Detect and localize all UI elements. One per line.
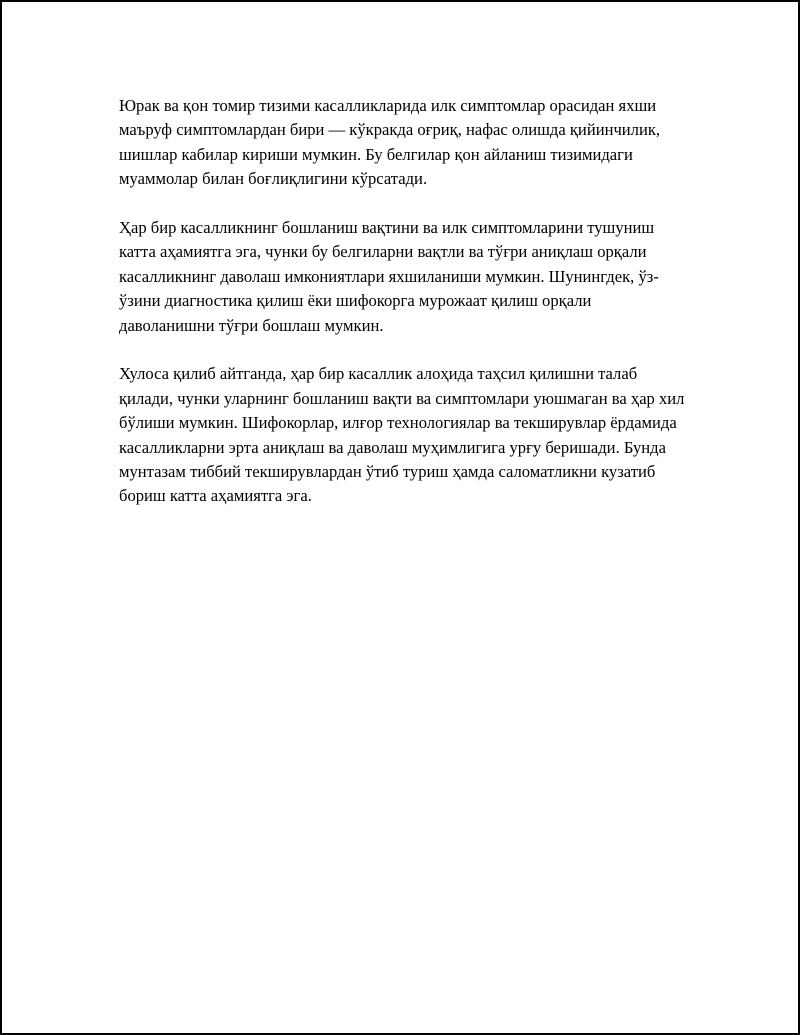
paragraph-3: Хулоса қилиб айтганда, ҳар бир касаллик алоҳида таҳсил қилишни талаб қилади, чунки уларнинг бошланиш вақти ва симптомлари уюшмаган ва ҳар хил бўлиши мумкин. Шифокорлар, илғор технологиялар ва текширувлар ёрдамида касалликларни эрта аниқлаш ва даволаш муҳимлигига урғу беришади. Бунда мунтазам тиббий текширувлардан ўтиб туриш ҳамда саломатликни кузатиб бориш катта аҳамиятга эга.	[119, 364, 685, 506]
paragraph-1: Юрак ва қон томир тизими касалликларида илк симптомлар орасидан яхши маъруф симптомлардан бири — кўкракда оғриқ, нафас олишда қийинчилик, шишлар кабилар кириши мумкин. Бу белгилар қон айланиш тизимидаги муаммолар билан боғлиқлигини кўрсатади.	[119, 96, 661, 189]
document-body	[119, 94, 685, 533]
paragraph-2: Ҳар бир касалликнинг бошланиш вақтини ва илк симптомларини тушуниш катта аҳамиятга эга, чунки бу белгиларни вақтли ва тўғри аниқлаш орқали касалликнинг даволаш имкониятлари яхшиланиши мумкин. Шунингдек, ўз-ўзини диагностика қилиш ёки шифокорга мурожаат қилиш орқали даволанишни тўғри бошлаш мумкин.	[119, 218, 659, 335]
